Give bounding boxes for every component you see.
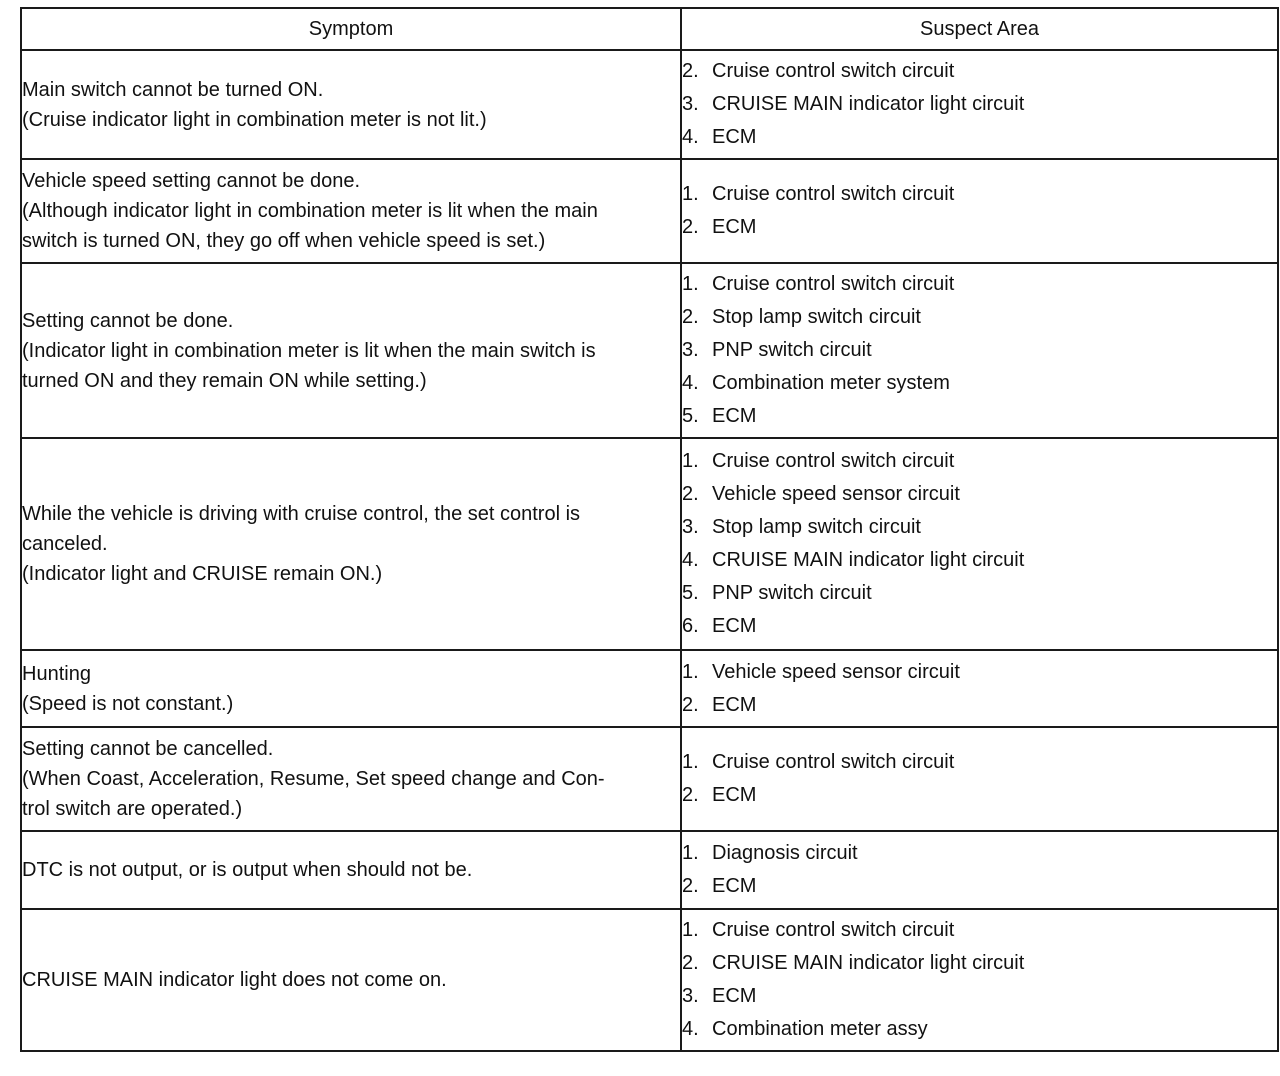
suspect-area-list <box>682 746 1277 812</box>
suspect-area-item <box>682 367 1277 400</box>
suspect-area-number: 1. <box>682 273 699 295</box>
symptom-text: Main switch cannot be turned ON. <box>22 78 324 101</box>
suspect-area-number: 4. <box>682 549 699 571</box>
symptom-text: switch is turned ON, they go off when vehicle speed is set.) <box>22 230 546 252</box>
symptom-text: Hunting <box>22 662 91 685</box>
suspect-area-item <box>682 88 1277 121</box>
suspect-area-text: ECM <box>712 126 757 148</box>
suspect-area-number: 2. <box>682 952 699 974</box>
suspect-area-text: ECM <box>712 784 757 806</box>
suspect-area-list <box>682 55 1277 154</box>
suspect-area-number: 3. <box>682 516 699 538</box>
suspect-area-cell <box>681 727 1278 831</box>
suspect-area-item <box>682 178 1277 211</box>
suspect-area-text: PNP switch circuit <box>712 582 872 604</box>
suspect-area-text: Stop lamp switch circuit <box>712 516 921 538</box>
table-row <box>21 727 1278 831</box>
suspect-area-number: 1. <box>682 919 699 941</box>
suspect-area-number: 3. <box>682 339 699 361</box>
suspect-area-list <box>682 837 1277 903</box>
suspect-area-item <box>682 301 1277 334</box>
suspect-area-text: Diagnosis circuit <box>712 842 858 864</box>
suspect-area-text: Vehicle speed sensor circuit <box>712 660 960 683</box>
table-row <box>21 159 1278 263</box>
suspect-area-item <box>682 746 1277 779</box>
suspect-area-number: 4. <box>682 372 699 394</box>
suspect-area-text: CRUISE MAIN indicator light circuit <box>712 549 1025 571</box>
suspect-area-text: Combination meter assy <box>712 1018 928 1040</box>
header-row <box>21 8 1278 50</box>
symptom-cell <box>21 909 681 1051</box>
suspect-area-number: 2. <box>682 60 699 82</box>
suspect-area-text: CRUISE MAIN indicator light circuit <box>712 93 1025 115</box>
table-row <box>21 50 1278 159</box>
symptom-text: (Speed is not constant.) <box>22 692 234 715</box>
symptom-text: While the vehicle is driving with cruise control, the set control is <box>22 503 581 525</box>
suspect-area-text: PNP switch circuit <box>712 339 872 361</box>
suspect-area-text: ECM <box>712 875 757 897</box>
suspect-area-number: 2. <box>682 306 699 328</box>
suspect-area-cell <box>681 263 1278 438</box>
suspect-area-number: 6. <box>682 615 699 637</box>
suspect-area-item <box>682 947 1277 980</box>
symptom-cell <box>21 50 681 159</box>
suspect-area-item <box>682 544 1277 577</box>
suspect-area-text: ECM <box>712 405 757 427</box>
suspect-area-number: 2. <box>682 784 699 806</box>
symptom-cell <box>21 727 681 831</box>
suspect-area-item <box>682 914 1277 947</box>
suspect-area-text: Stop lamp switch circuit <box>712 306 921 328</box>
symptom-text: canceled. <box>22 533 108 555</box>
symptom-cell <box>21 263 681 438</box>
suspect-area-number: 1. <box>682 842 699 864</box>
symptom-header: Symptom <box>21 8 681 50</box>
symptom-text: Setting cannot be done. <box>22 309 234 332</box>
suspect-area-number: 1. <box>682 660 699 683</box>
suspect-area-cell <box>681 438 1278 650</box>
suspect-area-cell <box>681 831 1278 909</box>
suspect-area-item <box>682 689 1277 722</box>
suspect-area-cell <box>681 159 1278 263</box>
suspect-area-item <box>682 55 1277 88</box>
suspect-area-number: 3. <box>682 985 699 1007</box>
symptom-cell <box>21 159 681 263</box>
suspect-area-item <box>682 445 1277 478</box>
symptom-text: DTC is not output, or is output when should not be. <box>22 859 473 881</box>
suspect-area-item <box>682 334 1277 367</box>
suspect-area-header: Suspect Area <box>681 8 1278 50</box>
diagnosis-table <box>20 7 1279 1052</box>
suspect-area-number: 2. <box>682 693 699 716</box>
suspect-area-cell <box>681 50 1278 159</box>
symptom-text: Vehicle speed setting cannot be done. <box>22 170 361 192</box>
suspect-area-number: 2. <box>682 483 699 505</box>
suspect-area-text: Cruise control switch circuit <box>712 450 955 472</box>
symptom-text: CRUISE MAIN indicator light does not come on. <box>22 969 447 991</box>
suspect-area-item <box>682 980 1277 1013</box>
suspect-area-item <box>682 656 1277 689</box>
suspect-area-number: 3. <box>682 93 699 115</box>
symptom-cell <box>21 438 681 650</box>
suspect-area-text: ECM <box>712 615 757 637</box>
symptom-text: Setting cannot be cancelled. <box>22 738 274 760</box>
suspect-area-number: 2. <box>682 216 699 238</box>
suspect-area-item <box>682 870 1277 903</box>
suspect-area-list <box>682 445 1277 643</box>
suspect-area-item <box>682 478 1277 511</box>
suspect-area-list <box>682 268 1277 433</box>
symptom-cell <box>21 650 681 727</box>
suspect-area-number: 4. <box>682 1018 699 1040</box>
suspect-area-item <box>682 779 1277 812</box>
suspect-area-text: Cruise control switch circuit <box>712 60 955 82</box>
suspect-area-text: ECM <box>712 985 757 1007</box>
suspect-area-text: Cruise control switch circuit <box>712 751 955 773</box>
suspect-area-item <box>682 511 1277 544</box>
suspect-area-list <box>682 178 1277 244</box>
suspect-area-item <box>682 121 1277 154</box>
symptom-cell <box>21 831 681 909</box>
suspect-area-item <box>682 1013 1277 1046</box>
table-row <box>21 438 1278 650</box>
suspect-area-text: Cruise control switch circuit <box>712 273 955 295</box>
suspect-area-item <box>682 837 1277 870</box>
suspect-area-item <box>682 268 1277 301</box>
suspect-area-text: Vehicle speed sensor circuit <box>712 483 960 505</box>
suspect-area-list <box>682 656 1277 722</box>
table-row <box>21 650 1278 727</box>
symptom-text: (When Coast, Acceleration, Resume, Set speed change and Con- <box>22 768 605 790</box>
suspect-area-cell <box>681 909 1278 1051</box>
suspect-area-cell <box>681 650 1278 727</box>
suspect-area-text: Cruise control switch circuit <box>712 183 955 205</box>
suspect-area-text: Combination meter system <box>712 372 950 394</box>
table-body <box>21 50 1278 1051</box>
suspect-area-text: ECM <box>712 693 757 716</box>
symptom-text: (Indicator light in combination meter is lit when the main switch is <box>22 339 596 362</box>
suspect-area-item <box>682 400 1277 433</box>
suspect-area-number: 1. <box>682 751 699 773</box>
symptom-text: (Indicator light and CRUISE remain ON.) <box>22 563 383 585</box>
suspect-area-text: CRUISE MAIN indicator light circuit <box>712 952 1025 974</box>
symptom-text: turned ON and they remain ON while setting.) <box>22 369 427 392</box>
suspect-area-item <box>682 211 1277 244</box>
suspect-area-number: 5. <box>682 582 699 604</box>
suspect-area-number: 2. <box>682 875 699 897</box>
suspect-area-number: 1. <box>682 183 699 205</box>
table-row <box>21 909 1278 1051</box>
suspect-area-text: ECM <box>712 216 757 238</box>
symptom-text: (Cruise indicator light in combination meter is not lit.) <box>22 108 487 131</box>
table-row <box>21 831 1278 909</box>
suspect-area-item <box>682 577 1277 610</box>
suspect-area-text: Cruise control switch circuit <box>712 919 955 941</box>
symptom-text: trol switch are operated.) <box>22 798 243 820</box>
symptom-text: (Although indicator light in combination meter is lit when the main <box>22 200 598 222</box>
suspect-area-number: 5. <box>682 405 699 427</box>
suspect-area-item <box>682 610 1277 643</box>
table-row <box>21 263 1278 438</box>
suspect-area-list <box>682 914 1277 1046</box>
suspect-area-number: 4. <box>682 126 699 148</box>
suspect-area-number: 1. <box>682 450 699 472</box>
